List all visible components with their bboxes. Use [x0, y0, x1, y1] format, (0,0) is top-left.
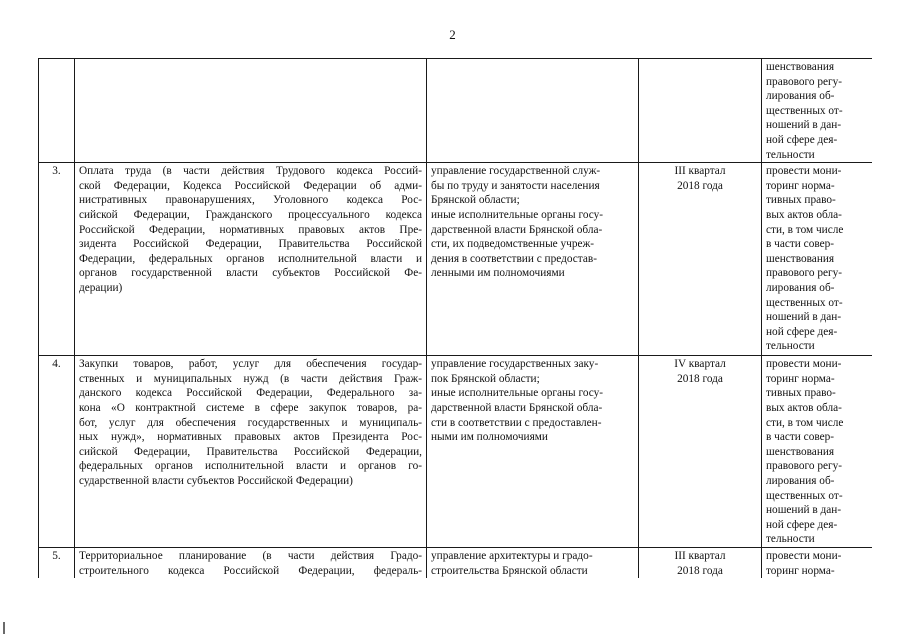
- row-number: 5.: [39, 548, 75, 578]
- name-line: сийской Федерации, Гражданского процессуального кодекса: [79, 208, 422, 221]
- name-line: бот, услуг для обеспечения государственных и муниципаль-: [79, 416, 422, 429]
- row-name: [75, 548, 427, 578]
- name-line: Оплата труда (в части действия Трудового кодекса Россий-: [79, 165, 422, 178]
- row-name: [75, 356, 427, 548]
- responsible-line: дарственной власти Брянской обла-: [431, 223, 603, 236]
- row-number: 3.: [39, 163, 75, 356]
- term-line: 2018 года: [677, 564, 723, 577]
- name-line: данского кодекса Российской Федерации, Федерального за-: [79, 387, 422, 400]
- name-line: ных нужд», нормативных правовых актов Президента Рос-: [79, 431, 422, 444]
- form-line: тивных право-: [766, 194, 836, 207]
- term-line: III квартал: [674, 165, 726, 178]
- term-line: IV квартал: [674, 358, 726, 371]
- responsible-line: пок Брянской области;: [431, 372, 540, 385]
- name-line: нистративных правонарушениях, Уголовного кодекса Рос-: [79, 194, 422, 207]
- scan-edge-mark: [3, 622, 5, 634]
- form-line: вых актов обла-: [766, 208, 842, 221]
- form-line: ношений в дан-: [766, 504, 842, 517]
- form-line: тельности: [766, 533, 815, 546]
- form-line: щественных от-: [766, 296, 843, 309]
- form-line: правового регу-: [766, 267, 843, 280]
- table-row: [39, 548, 873, 578]
- term-line: III квартал: [674, 550, 726, 563]
- row-name: [75, 59, 427, 163]
- form-line: провести мони-: [766, 165, 842, 178]
- form-line: вых актов обла-: [766, 401, 842, 414]
- responsible-line: управление государственных заку-: [431, 358, 599, 371]
- form-line: сти, в том числе: [766, 223, 844, 236]
- table-row: [39, 356, 873, 548]
- form-line: торинг норма-: [766, 372, 835, 385]
- term-line: 2018 года: [677, 179, 723, 192]
- table-body: [39, 59, 873, 579]
- term-line: 2018 года: [677, 372, 723, 385]
- responsible-line: иные исполнительные органы госу-: [431, 387, 604, 400]
- form-line: правового регу-: [766, 75, 843, 88]
- responsible-line: Брянской области;: [431, 194, 520, 207]
- row-form: [762, 163, 873, 356]
- row-term: [639, 163, 762, 356]
- form-line: ной сфере дея-: [766, 518, 838, 531]
- form-line: шенствования: [766, 445, 835, 458]
- form-line: щественных от-: [766, 489, 843, 502]
- table-row: [39, 163, 873, 356]
- name-line: Территориальное планирование (в части действия Градо-: [79, 550, 422, 563]
- row-responsible: [427, 163, 639, 356]
- form-line: в части совер-: [766, 431, 835, 444]
- responsible-line: ленными им полномочиями: [431, 267, 565, 280]
- name-line: дерации): [79, 281, 123, 294]
- name-line: Российской Федерации, нормативных правовых актов Пре-: [79, 223, 422, 236]
- form-line: ношений в дан-: [766, 311, 842, 324]
- form-line: шенствования: [766, 61, 835, 73]
- form-line: провести мони-: [766, 550, 842, 563]
- form-line: ной сфере дея-: [766, 133, 838, 146]
- name-line: ственных и муниципальных нужд (в части действия Граж-: [79, 372, 422, 385]
- form-line: правового регу-: [766, 460, 843, 473]
- responsible-line: иные исполнительные органы госу-: [431, 208, 604, 221]
- responsible-line: сти в соответствии с предоставлен-: [431, 416, 602, 429]
- form-line: лирования об-: [766, 90, 835, 103]
- row-number: [39, 59, 75, 163]
- row-form: [762, 59, 873, 163]
- row-term: [639, 548, 762, 578]
- form-line: тельности: [766, 340, 815, 353]
- form-line: лирования об-: [766, 281, 835, 294]
- name-line: Федерации, федеральных органов исполнительной власти и: [79, 252, 422, 265]
- form-line: шенствования: [766, 252, 835, 265]
- responsible-line: управление государственной служ-: [431, 165, 601, 178]
- row-responsible: [427, 59, 639, 163]
- responsible-line: дения в соответствии с предостав-: [431, 252, 597, 265]
- page-number: 2: [449, 27, 456, 42]
- row-form: [762, 548, 873, 578]
- row-form: [762, 356, 873, 548]
- name-line: зидента Российской Федерации, Правительства Российской: [79, 238, 422, 251]
- form-line: тельности: [766, 148, 815, 161]
- name-line: кона «О контрактной системе в сфере закупок товаров, ра-: [79, 401, 422, 414]
- responsible-line: управление архитектуры и градо-: [431, 550, 593, 563]
- table-row-continuation: [39, 59, 873, 163]
- name-line: сударственной власти субъектов Российской Федерации): [79, 474, 353, 487]
- form-line: торинг норма-: [766, 179, 835, 192]
- row-name: [75, 163, 427, 356]
- responsible-line: дарственной власти Брянской обла-: [431, 401, 603, 414]
- form-line: лирования об-: [766, 474, 835, 487]
- plan-table: [38, 58, 872, 578]
- name-line: Закупки товаров, работ, услуг для обеспечения государ-: [79, 358, 422, 371]
- responsible-line: строительства Брянской области: [431, 564, 588, 577]
- name-line: органов государственной власти субъектов Российской Фе-: [79, 267, 422, 280]
- name-line: ской Федерации, Кодекса Российской Федерации об адми-: [79, 179, 422, 192]
- responsible-line: бы по труду и занятости населения: [431, 179, 600, 192]
- name-line: сийской Федерации, Правительства Российской Федерации,: [79, 445, 422, 458]
- name-line: федеральных органов исполнительной власти и органов го-: [79, 460, 422, 473]
- responsible-line: сти, их подведомственные учреж-: [431, 238, 595, 251]
- name-line: строительного кодекса Российской Федерации, федераль-: [79, 564, 422, 577]
- form-line: ношений в дан-: [766, 119, 842, 132]
- form-line: ной сфере дея-: [766, 325, 838, 338]
- form-line: щественных от-: [766, 104, 843, 117]
- row-term: [639, 356, 762, 548]
- form-line: в части совер-: [766, 238, 835, 251]
- row-responsible: [427, 548, 639, 578]
- form-line: торинг норма-: [766, 564, 835, 577]
- row-responsible: [427, 356, 639, 548]
- form-line: провести мони-: [766, 358, 842, 371]
- form-line: тивных право-: [766, 387, 836, 400]
- form-line: сти, в том числе: [766, 416, 844, 429]
- table-viewport: [38, 58, 872, 578]
- row-term: [639, 59, 762, 163]
- responsible-line: ными им полномочиями: [431, 431, 548, 444]
- row-number: 4.: [39, 356, 75, 548]
